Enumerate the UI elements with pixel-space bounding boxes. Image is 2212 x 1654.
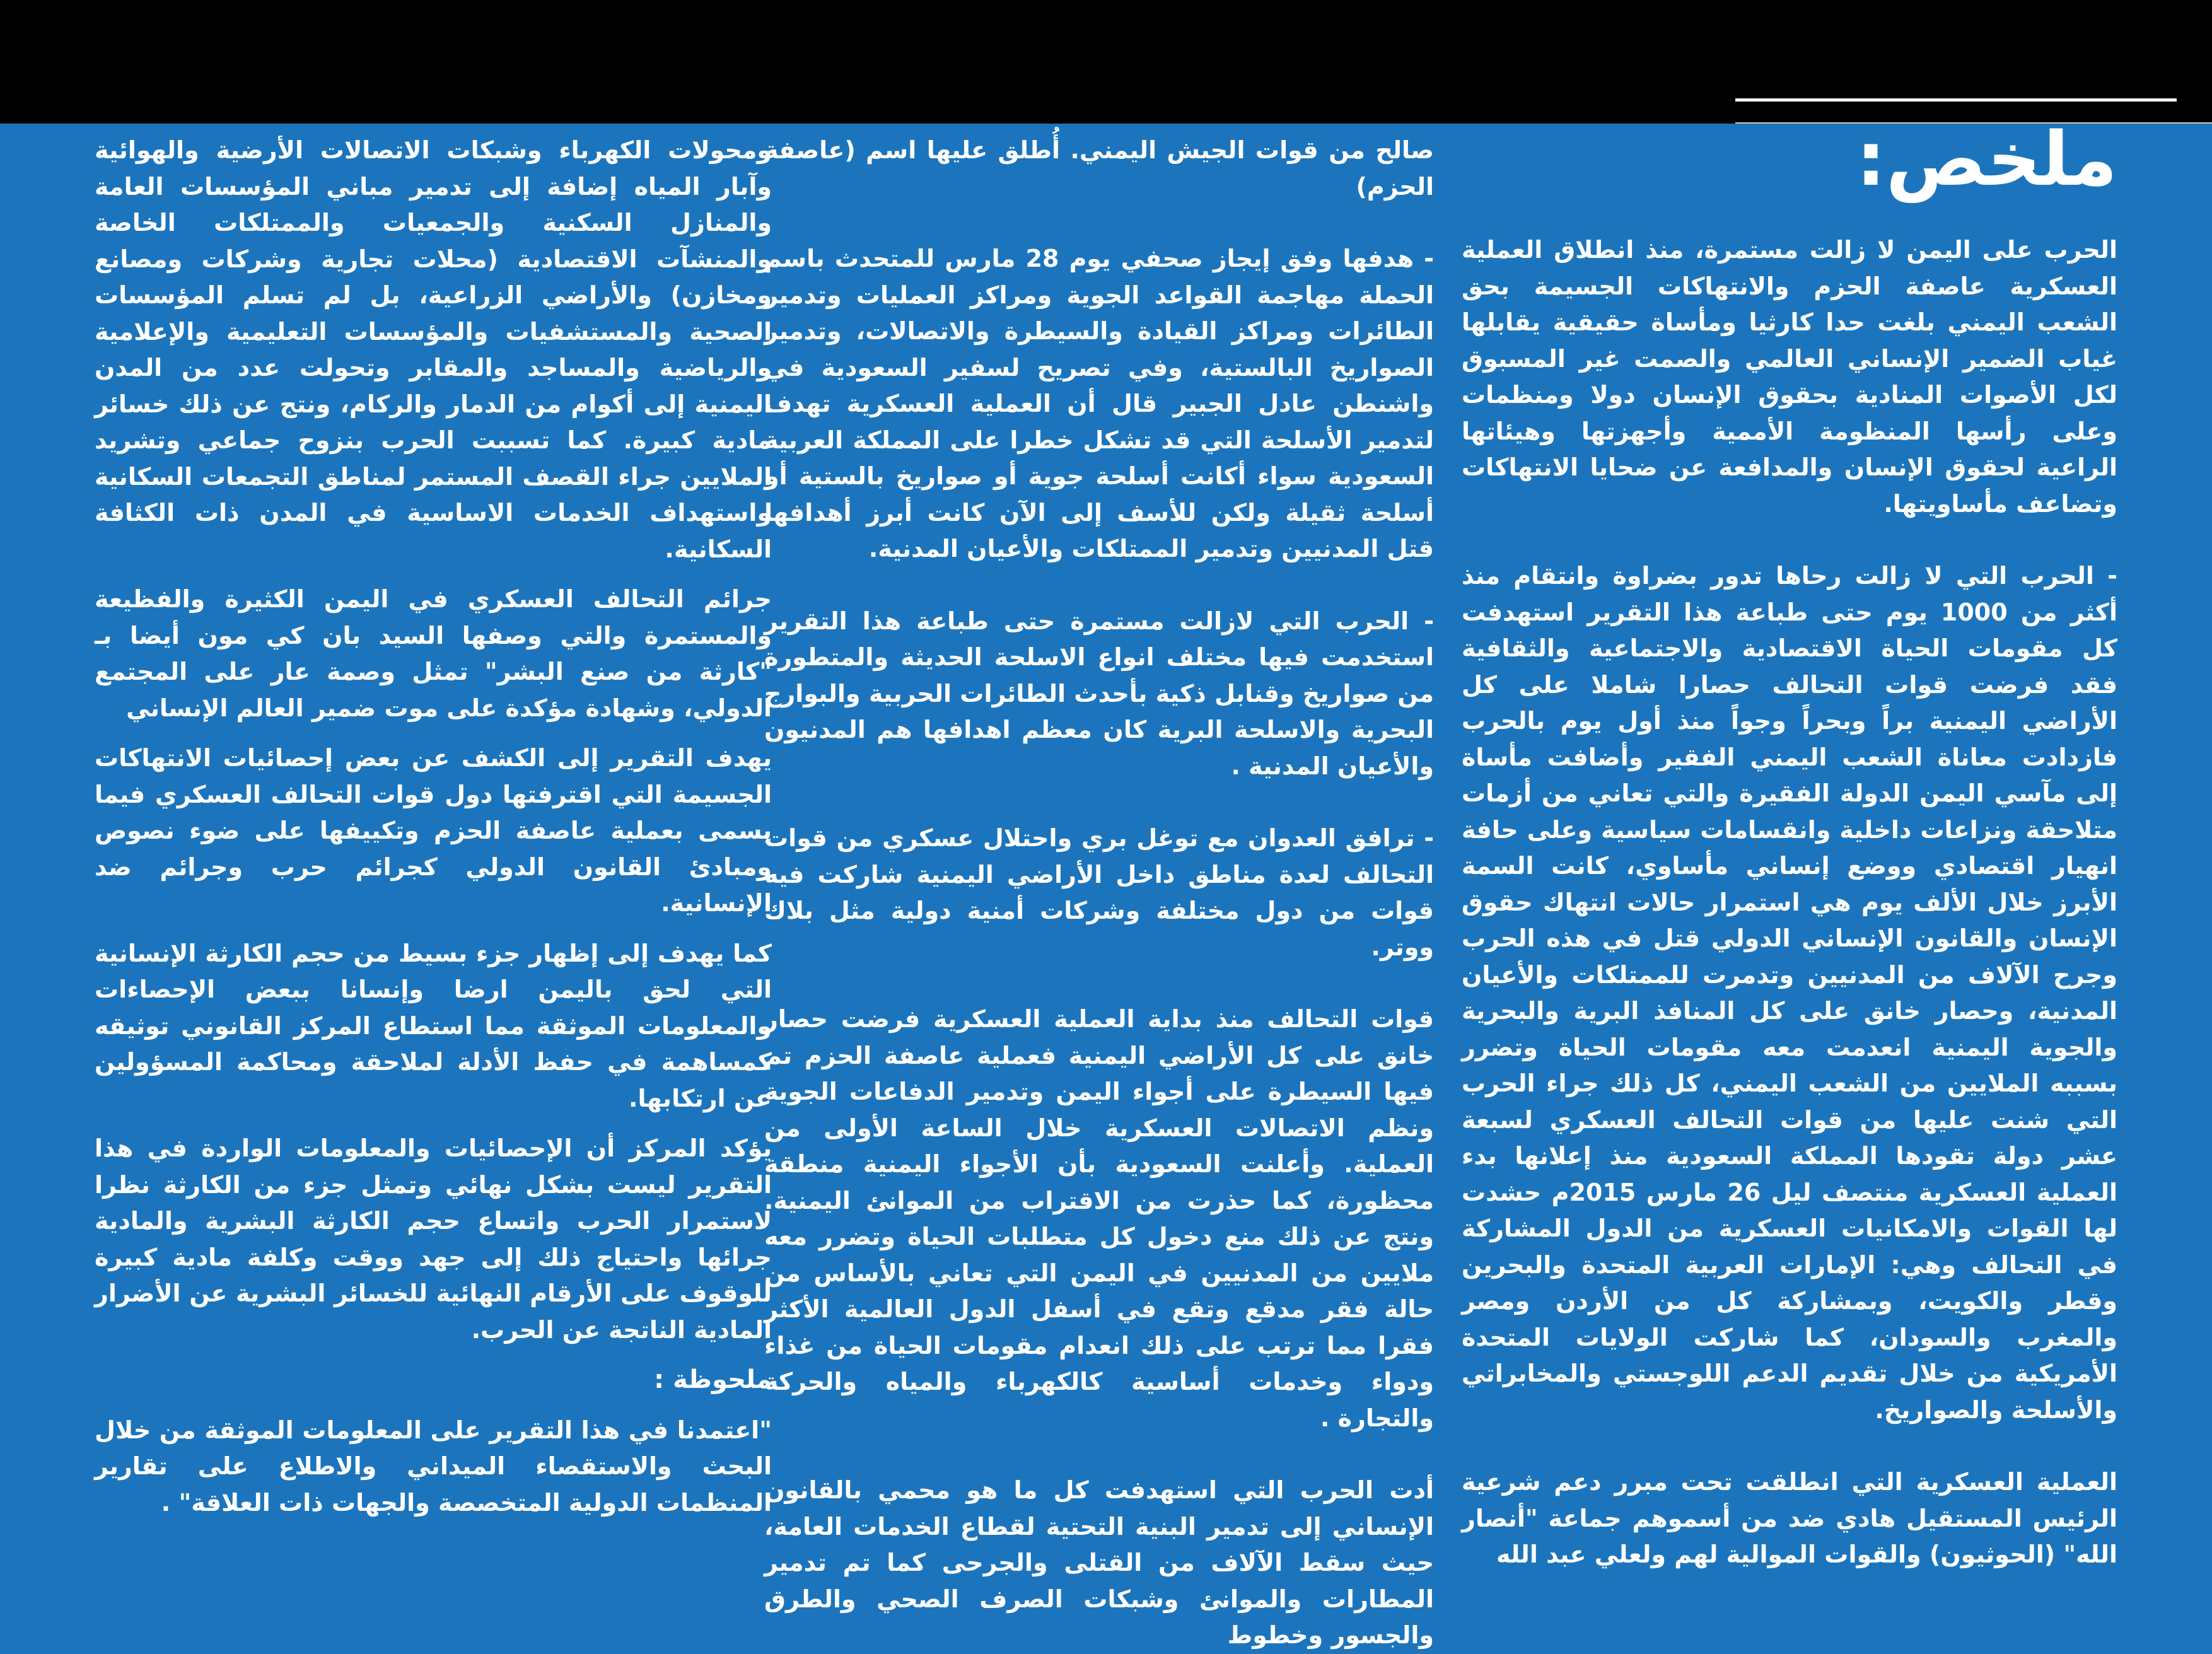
paragraph: ومحولات الكهرباء وشبكات الاتصالات الأرضية والهوائية وآبار المياه إضافة إلى تدمير مباني المؤسسات العامة والمنازل السكنية والجمعيات والممتلكات الخاصة والمنشآت الاقتصادية (محلات تجارية وشركات ومصانع ومخازن) والأراضي الزراعية، بل لم تسلم المؤسسات الصحية والمستشفيات والمؤسسات التعليمية والإعلامية والرياضية والمساجد والمقابر وتحولت عدد من المدن اليمنية إلى أكوام من الدمار والركام، ونتج عن ذلك خسائر مادية كبيرة. كما تسببت الحرب بنزوح جماعي وتشريد الملايين جراء القصف المستمر لمناطق التجمعات السكانية واستهداف الخدمات الاساسية في المدن ذات الكثافة السكانية.	[95, 136, 772, 563]
note-text: "اعتمدنا في هذا التقرير على المعلومات الموثقة من خلال البحث والاستقصاء الميداني والاطلاع على تقارير المنظمات الدولية المتخصصة والجهات ذات العلاقة" .	[95, 1416, 772, 1517]
paragraph: يؤكد المركز أن الإحصائيات والمعلومات الواردة في هذا التقرير ليست بشكل نهائي وتمثل جزء من الكارثة نظرا لاستمرار الحرب واتساع حجم الكارثة البشرية والمادية جرائها واحتياج ذلك إلى جهد ووقت وكلفة مادية كبيرة للوقوف على الأرقام النهائية للخسائر البشرية عن الأضرار المادية الناتجة عن الحرب.	[95, 1134, 772, 1344]
column-middle	[764, 132, 1434, 1649]
paragraph: قوات التحالف منذ بداية العملية العسكرية فرضت حصار خانق على كل الأراضي اليمنية فعملية عاصفة الحزم تم فيها السيطرة على أجواء اليمن وتدمير الدفاعات الجوية ونظم الاتصالات العسكرية خلال الساعة الأولى من العملية. وأعلنت السعودية بأن الأجواء اليمنية منطقة محظورة، كما حذرت من الاقتراب من الموانئ اليمنية. ونتج عن ذلك منع دخول كل متطلبات الحياة وتضرر معه ملايين من المدنيين في اليمن التي تعاني بالأساس من حالة فقر مدقع وتقع في أسفل الدول العالمية الأكثر فقرا مما ترتب على ذلك انعدام مقومات الحياة من غذاء ودواء وخدمات أساسية كالكهرباء والمياه والحركة والتجارة .	[764, 1005, 1434, 1432]
paragraph: العملية العسكرية التي انطلقت تحت مبرر دعم شرعية الرئيس المستقيل هادي ضد من أسموهم جماعة "أنصار الله" (الحوثيون) والقوات الموالية لهم ولعلي عبد الله	[1462, 1468, 2117, 1568]
paragraph: الحرب على اليمن لا زالت مستمرة، منذ انطلاق العملية العسكرية عاصفة الحزم والانتهاكات الجسيمة بحق الشعب اليمني بلغت حدا كارثيا ومأساة حقيقية يقابلها غياب الضمير الإنساني العالمي والصمت غير المسبوق لكل الأصوات المنادية بحقوق الإنسان دولا ومنظمات وعلى رأسها المنظومة الأممية وأجهزتها وهيئاتها الراعية لحقوق الإنسان والمدافعة عن ضحايا الانتهاكات وتضاعف مأساويتها.	[1462, 236, 2117, 518]
paragraph: جرائم التحالف العسكري في اليمن الكثيرة والفظيعة والمستمرة والتي وصفها السيد بان كي مون أيضا بـ "كارثة من صنع البشر" تمثل وصمة عار على المجتمع الدولي، وشهادة مؤكدة على موت ضمير العالم الإنساني	[95, 585, 772, 722]
summary-heading: ملخص:	[1856, 115, 2117, 202]
column-right	[1462, 232, 2117, 1568]
paragraph: - الحرب التي لازالت مستمرة حتى طباعة هذا التقرير استخدمت فيها مختلف انواع الاسلحة الحديثة والمتطورة من صواريخ وقنابل ذكية بأحدث الطائرات الحربية والبوارج البحرية والاسلحة البرية كان معظم اهدافها هم المدنيون والأعيان المدنية .	[764, 607, 1434, 780]
column-left	[95, 132, 772, 1545]
note-title: ملحوظة :	[654, 1365, 772, 1394]
paragraph: صالح من قوات الجيش اليمني. أُطلق عليها اسم (عاصفة الحزم)	[764, 136, 1434, 201]
paragraph: أدت الحرب التي استهدفت كل ما هو محمي بالقانون الإنساني إلى تدمير البنية التحتية لقطاع الخدمات العامة، حيث سقط الآلاف من القتلى والجرحى كما تم تدمير المطارات والموانئ وشبكات الصرف الصحي والطرق والجسور وخطوط	[764, 1476, 1434, 1649]
paragraph: - هدفها وفق إيجاز صحفي يوم 28 مارس للمتحدث باسم الحملة مهاجمة القواعد الجوية ومراكز العمليات وتدمير الطائرات ومراكز القيادة والسيطرة والاتصالات، وتدمير الصواريخ البالستية، وفي تصريح لسفير السعودية في واشنطن عادل الجبير قال أن العملية العسكرية تهدف لتدمير الأسلحة التي قد تشكل خطرا على المملكة العربية السعودية سواء أكانت أسلحة جوية أو صواريخ بالستية أو أسلحة ثقيلة ولكن للأسف إلى الآن كانت أبرز أهدافها قتل المدنيين وتدمير الممتلكات والأعيان المدنية.	[764, 245, 1434, 562]
paragraph: - ترافق العدوان مع توغل بري واحتلال عسكري من قوات التحالف لعدة مناطق داخل الأراضي اليمنية شاركت فيه قوات من دول مختلفة وشركات أمنية دولية مثل بلاك ووتر.	[764, 824, 1434, 961]
paragraph: يهدف التقرير إلى الكشف عن بعض إحصائيات الانتهاكات الجسيمة التي اقترفتها دول قوات التحالف العسكري فيما يسمى بعملية عاصفة الحزم وتكييفها على ضوء نصوص ومبادئ القانون الدولي كجرائم حرب وجرائم ضد الإنسانية.	[95, 744, 772, 917]
header-rule	[1735, 98, 2177, 102]
paragraph: كما يهدف إلى إظهار جزء بسيط من حجم الكارثة الإنسانية التي لحق باليمن ارضا وإنسانا ببعض الإحصاءات والمعلومات الموثقة مما استطاع المركز القانوني توثيقه كمساهمة في حفظ الأدلة لملاحقة ومحاكمة المسؤولين عن ارتكابها.	[95, 939, 772, 1112]
header-band	[0, 0, 2212, 124]
paragraph: - الحرب التي لا زالت رحاها تدور بضراوة وانتقام منذ أكثر من 1000 يوم حتى طباعة هذا التقرير استهدفت كل مقومات الحياة الاقتصادية والاجتماعية والثقافية فقد فرضت قوات التحالف حصارا شاملا على كل الأراضي اليمنية براً وبحراً وجواً منذ أول يوم بالحرب فازدادت معاناة الشعب اليمني الفقير وأضافت مأساة إلى مآسي اليمن الدولة الفقيرة والتي تعاني من أزمات متلاحقة ونزاعات داخلية وانقسامات سياسية وعلى حافة انهيار اقتصادي ووضع إنساني مأساوي، كانت السمة الأبرز خلال الألف يوم هي استمرار حالات انتهاك حقوق الإنسان والقانون الإنساني الدولي قتل في هذه الحرب وجرح الآلاف من المدنيين وتدمرت للممتلكات والأعيان المدنية، وحصار خانق على كل المنافذ البرية والبحرية والجوية اليمنية انعدمت معه مقومات الحياة وتضرر بسببه الملايين من الشعب اليمني، كل ذلك جراء الحرب التي شنت عليها من قوات التحالف العسكري لسبعة عشر دولة تقودها المملكة السعودية منذ إعلانها بدء العملية العسكرية منتصف ليل 26 مارس 2015م حشدت لها القوات والامكانيات العسكرية من الدول المشاركة في التحالف وهي: الإمارات العربية المتحدة والبحرين وقطر والكويت، وبمشاركة كل من الأردن ومصر والمغرب والسودان، كما شاركت الولايات المتحدة الأمريكية من خلال تقديم الدعم اللوجستي والمخابراتي والأسلحة والصواريخ.	[1462, 562, 2117, 1424]
